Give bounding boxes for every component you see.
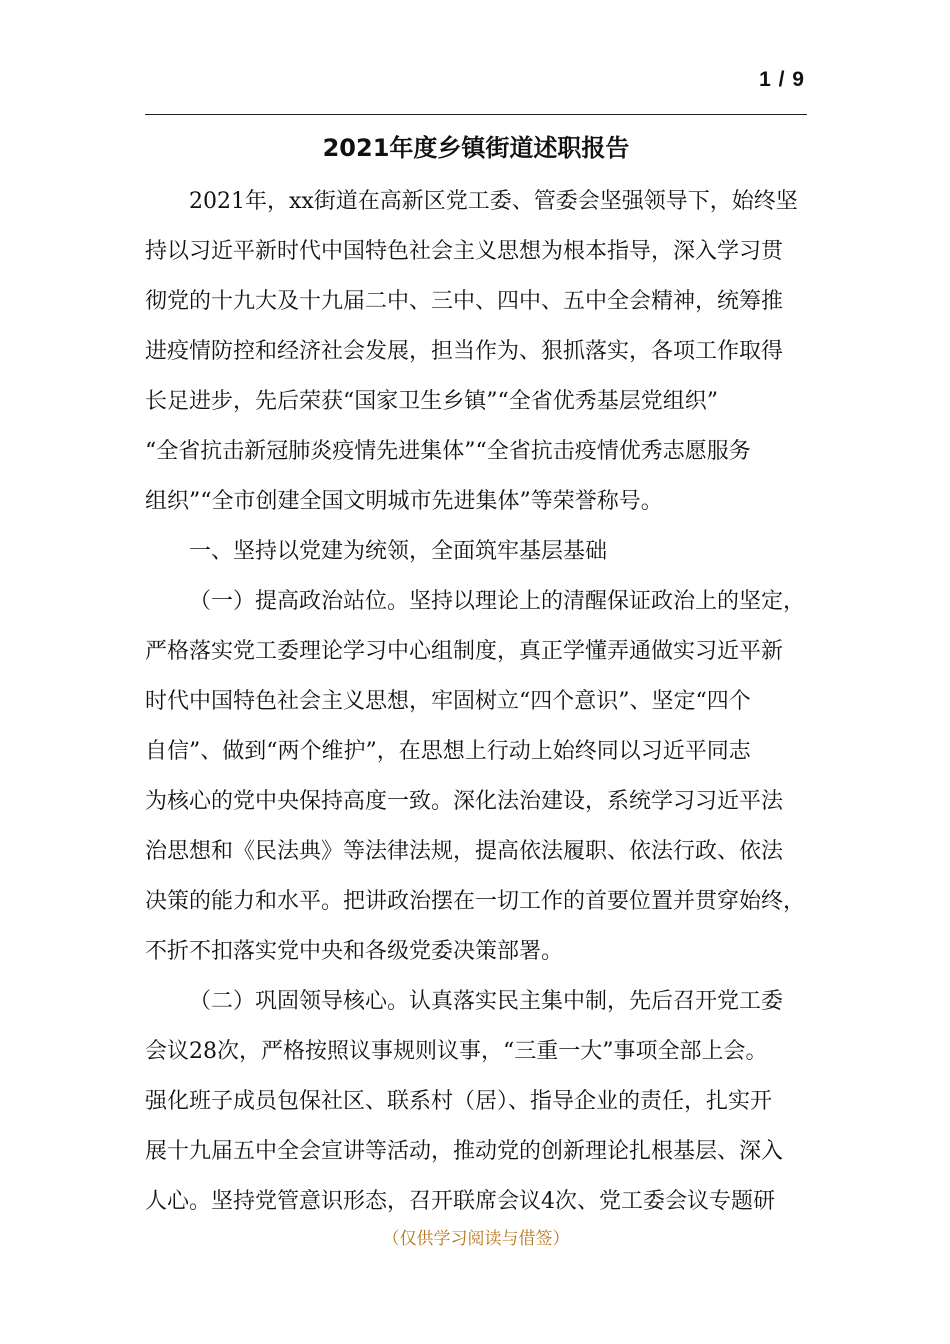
body-line: 持以习近平新时代中国特色社会主义思想为根本指导，深入学习贯 xyxy=(145,239,784,264)
body-line: 决策的能力和水平。把讲政治摆在一切工作的首要位置并贯穿始终， xyxy=(145,889,806,914)
header-divider xyxy=(145,114,807,115)
body-line: 进疫情防控和经济社会发展，担当作为、狠抓落实，各项工作取得 xyxy=(145,339,784,364)
body-line: 人心。坚持党管意识形态，召开联席会议4次、党工委会议专题研 xyxy=(145,1189,775,1214)
footer-note: （仅供学习阅读与借签） xyxy=(382,1229,570,1249)
body-line: 不折不扣落实党中央和各级党委决策部署。 xyxy=(145,939,564,964)
body-line: “全省抗击新冠肺炎疫情先进集体”“全省抗击疫情优秀志愿服务 xyxy=(145,439,751,464)
document-body xyxy=(145,177,809,1227)
section-heading: 一、坚持以党建为统领，全面筑牢基层基础 xyxy=(189,539,608,564)
body-line: 自信”、做到“两个维护”，在思想上行动上始终同以习近平同志 xyxy=(145,739,751,764)
body-line: （二）巩固领导核心。认真落实民主集中制，先后召开党工委 xyxy=(189,989,784,1014)
body-line: 组织”“全市创建全国文明城市先进集体”等荣誉称号。 xyxy=(145,489,663,514)
body-line: 治思想和《民法典》等法律法规，提高依法履职、依法行政、依法 xyxy=(145,839,784,864)
body-line: 时代中国特色社会主义思想，牢固树立“四个意识”、坚定“四个 xyxy=(145,689,751,714)
body-line: 严格落实党工委理论学习中心组制度，真正学懂弄通做实习近平新 xyxy=(145,639,784,664)
page-number: 1 / 9 xyxy=(759,68,805,91)
body-line: 为核心的党中央保持高度一致。深化法治建设，系统学习习近平法 xyxy=(145,789,784,814)
body-line: 彻党的十九大及十九届二中、三中、四中、五中全会精神，统筹推 xyxy=(145,289,784,314)
document-title: 2021年度乡镇街道述职报告 xyxy=(322,134,630,162)
body-line: （一）提高政治站位。坚持以理论上的清醒保证政治上的坚定， xyxy=(189,589,806,614)
body-line: 会议28次，严格按照议事规则议事，“三重一大”事项全部上会。 xyxy=(145,1039,768,1064)
body-line: 强化班子成员包保社区、联系村（居）、指导企业的责任，扎实开 xyxy=(145,1089,773,1114)
body-line: 长足进步，先后荣获“国家卫生乡镇”“全省优秀基层党组织” xyxy=(145,389,718,414)
body-line: 2021年，xx街道在高新区党工委、管委会坚强领导下，始终坚 xyxy=(189,189,798,214)
body-line: 展十九届五中全会宣讲等活动，推动党的创新理论扎根基层、深入 xyxy=(145,1139,784,1164)
